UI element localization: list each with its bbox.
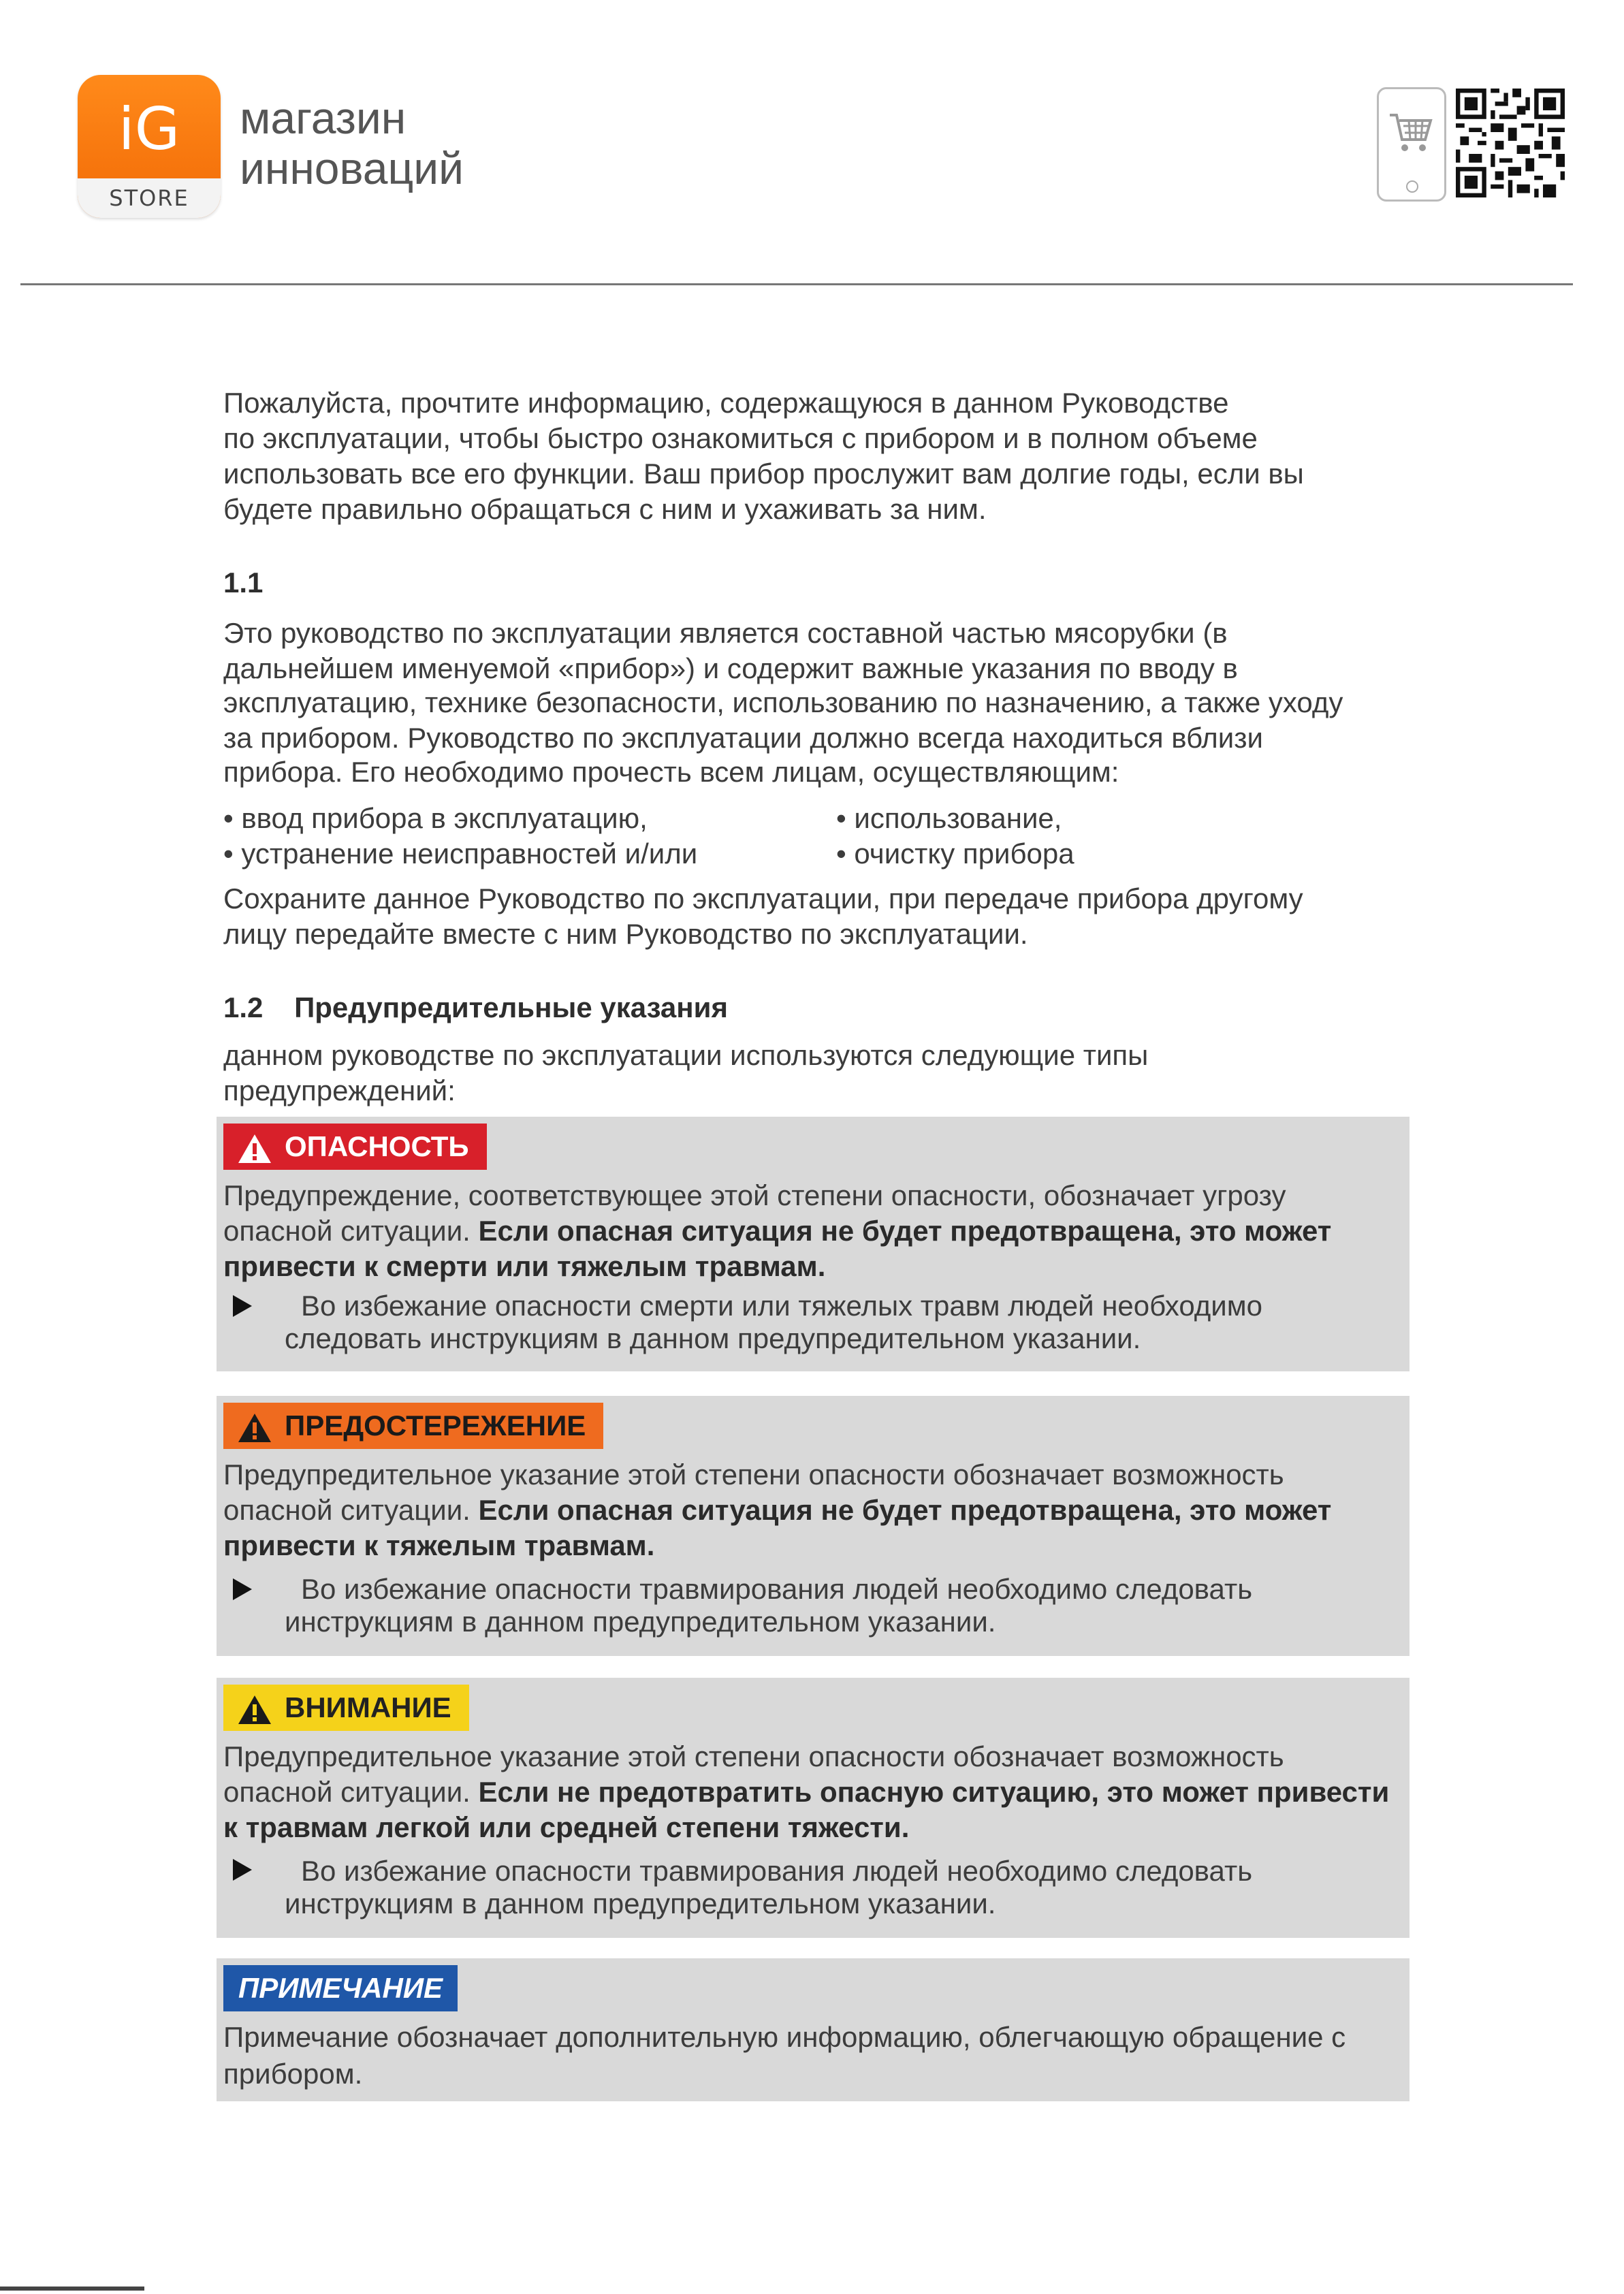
action-arrow-icon xyxy=(233,1295,252,1317)
section-line: эксплуатацию, технике безопасности, использованию по назначению, а также уходу xyxy=(223,686,1343,718)
qr-code-icon[interactable] xyxy=(1456,89,1565,197)
brand-name xyxy=(240,93,464,193)
logo-mark: iG xyxy=(118,95,180,163)
section-line: данном руководстве по эксплуатации используются следующие типы xyxy=(223,1039,1149,1071)
caution-text-line: к травмам легкой или средней степени тяжести. xyxy=(223,1811,910,1843)
danger-text-line: опасной ситуации. Если опасная ситуация не будет предотвращена, это может xyxy=(223,1215,1332,1247)
section-line: предупреждений: xyxy=(223,1074,456,1106)
logo-store-label: STORE xyxy=(78,178,221,218)
home-button-icon xyxy=(1406,180,1418,193)
action-arrow-icon xyxy=(233,1578,252,1600)
intro-line: будете правильно обращаться с ним и ухаживать за ним. xyxy=(223,493,987,525)
intro-line: Пожалуйста, прочтите информацию, содержащуюся в данном Руководстве xyxy=(223,387,1229,419)
note-text-line: Примечание обозначает дополнительную информацию, облегчающую обращение с xyxy=(223,2021,1346,2053)
warning-text-line: Предупредительное указание этой степени опасности обозначает возможность xyxy=(223,1459,1284,1491)
caution-badge xyxy=(223,1685,469,1731)
shopping-cart-icon[interactable] xyxy=(1377,87,1446,202)
section-1-2-title: Предупредительные указания xyxy=(294,991,728,1023)
danger-action: Во избежание опасности смерти или тяжелых травм людей необходимо следовать инструкциям в данном предупредительном указании. xyxy=(285,1290,1262,1354)
danger-badge xyxy=(223,1124,487,1170)
caution-text-line: Предупредительное указание этой степени опасности обозначает возможность xyxy=(223,1740,1284,1772)
warning-action: Во избежание опасности травмирования людей необходимо следовать инструкциям в данном предупредительном указании. xyxy=(285,1573,1253,1638)
warning-triangle-icon xyxy=(237,1694,272,1725)
caution-action: Во избежание опасности травмирования людей необходимо следовать инструкциям в данном предупредительном указании. xyxy=(285,1855,1253,1919)
danger-box xyxy=(217,1117,1410,1371)
intro-line: по эксплуатации, чтобы быстро ознакомиться с прибором и в полном объеме xyxy=(223,422,1258,454)
intro-line: использовать все его функции. Ваш прибор прослужит вам долгие годы, если вы xyxy=(223,458,1304,490)
warning-triangle-icon xyxy=(237,1133,272,1164)
section-line: Это руководство по эксплуатации является составной частью мясорубки (в xyxy=(223,617,1228,649)
warning-text-line: привести к тяжелым травмам. xyxy=(223,1529,655,1561)
warning-box xyxy=(217,1396,1410,1656)
bullet-item: • устранение неисправностей и/или xyxy=(223,838,698,870)
caution-text-line: опасной ситуации. Если не предотвратить опасную ситуацию, это может привести xyxy=(223,1776,1390,1808)
warning-label: ПРЕДОСТЕРЕЖЕНИЕ xyxy=(285,1409,586,1441)
note-text-line: прибором. xyxy=(223,2058,363,2090)
section-line: лицу передайте вместе с ним Руководство по эксплуатации. xyxy=(223,918,1028,950)
danger-label: ОПАСНОСТЬ xyxy=(285,1130,469,1162)
brand-line-1: магазин xyxy=(240,93,407,143)
section-1-2-heading xyxy=(223,991,728,1024)
section-line: дальнейшем именуемой «прибор») и содержит важные указания по вводу в xyxy=(223,652,1238,684)
section-line: Сохраните данное Руководство по эксплуатации, при передаче прибора другому xyxy=(223,882,1303,914)
section-line: прибора. Его необходимо прочесть всем лицам, осуществляющим: xyxy=(223,756,1119,788)
caution-label: ВНИМАНИЕ xyxy=(285,1691,451,1723)
brand-line-2: инноваций xyxy=(240,143,464,193)
caution-box xyxy=(217,1678,1410,1938)
section-1-1-heading: 1.1 xyxy=(223,567,264,599)
warning-text-line: опасной ситуации. Если опасная ситуация не будет предотвращена, это может xyxy=(223,1494,1332,1526)
note-box xyxy=(217,1958,1410,2101)
header-divider xyxy=(20,283,1573,285)
footer-bar xyxy=(0,2287,144,2291)
note-badge: ПРИМЕЧАНИЕ xyxy=(223,1965,458,2011)
bullet-item: • ввод прибора в эксплуатацию, xyxy=(223,802,648,834)
section-line: за прибором. Руководство по эксплуатации должно всегда находиться вблизи xyxy=(223,722,1263,754)
bullet-item: • очистку прибора xyxy=(836,838,1074,870)
section-1-2-number: 1.2 xyxy=(223,991,264,1023)
bullet-item: • использование, xyxy=(836,802,1062,834)
warning-triangle-icon xyxy=(237,1412,272,1444)
action-arrow-icon xyxy=(233,1859,252,1881)
danger-text-line: привести к смерти или тяжелым травмам. xyxy=(223,1250,826,1282)
danger-text-line: Предупреждение, соответствующее этой степени опасности, обозначает угрозу xyxy=(223,1179,1286,1211)
store-logo[interactable] xyxy=(78,75,221,218)
warning-badge xyxy=(223,1403,603,1449)
